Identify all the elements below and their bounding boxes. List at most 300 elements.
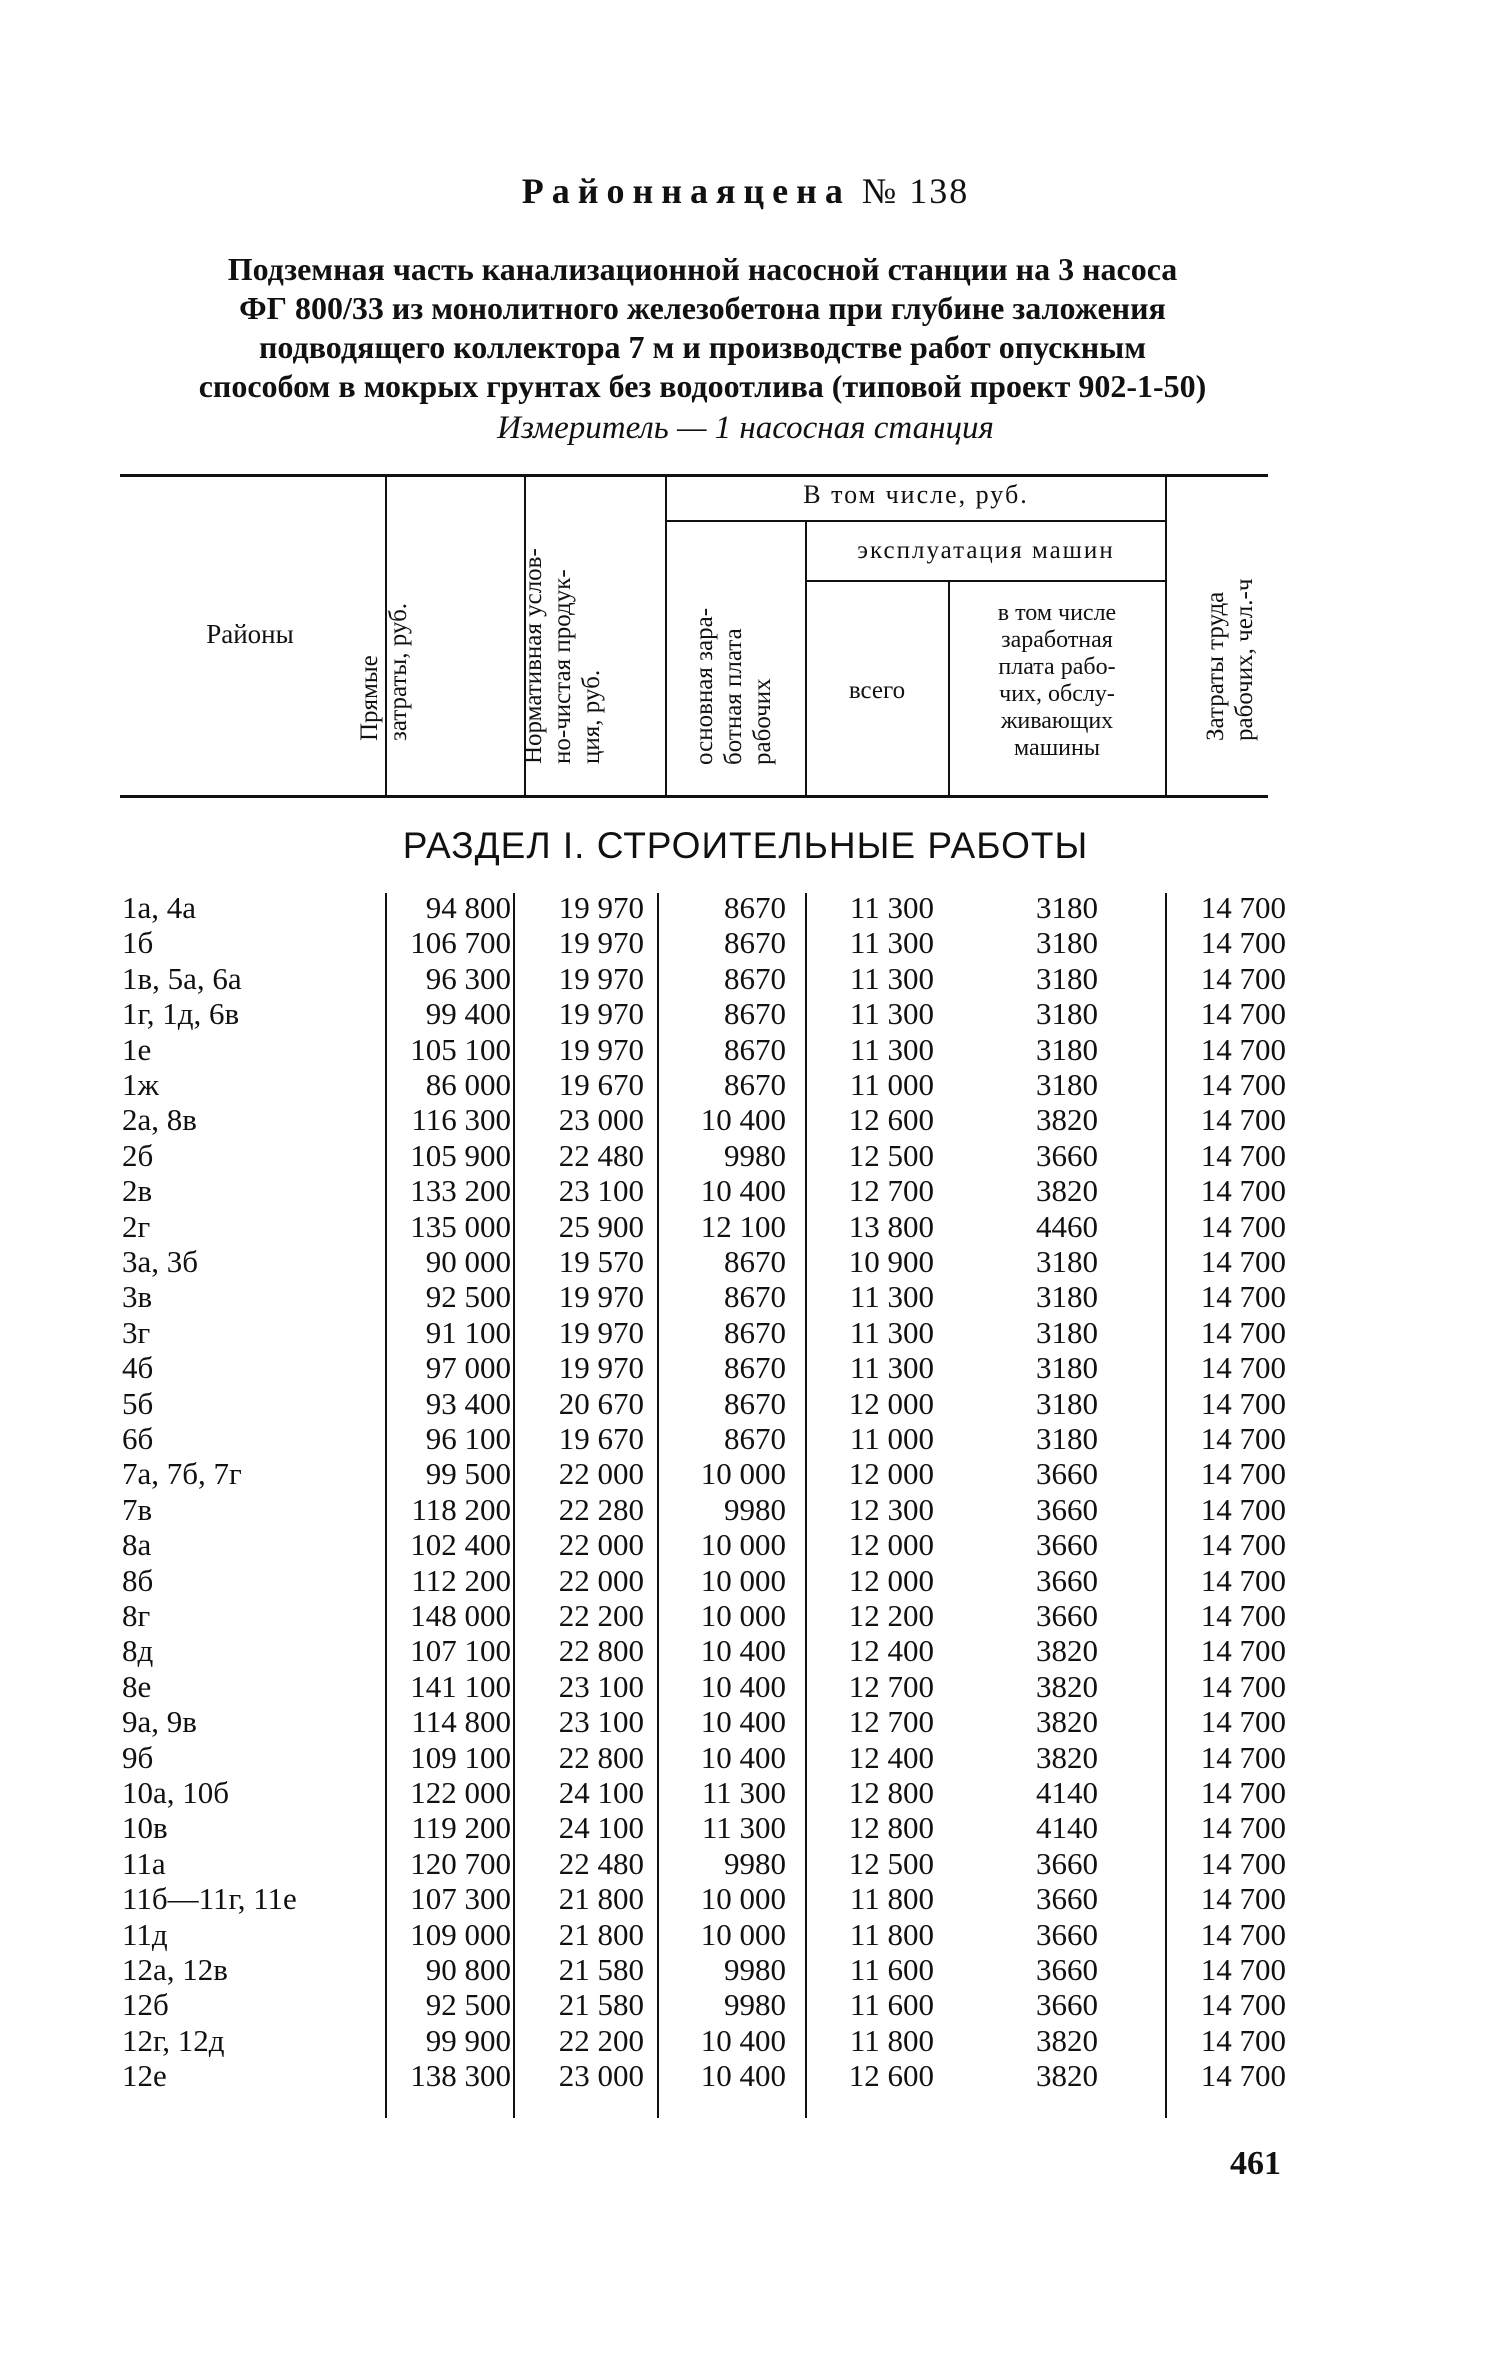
cell-machines-wages: 3180 <box>1036 1314 1098 1350</box>
col-header-incl-wages-line: заработная <box>1001 627 1113 653</box>
col-header-incl-wages <box>950 600 1164 762</box>
cell-labor: 14 700 <box>1200 1173 1286 1209</box>
cell-machines-wages: 3660 <box>1036 1562 1098 1598</box>
cell-machines-total: 12 700 <box>848 1173 934 1209</box>
cell-machines-total: 11 800 <box>849 1916 934 1952</box>
cell-direct-costs: 109 100 <box>410 1739 511 1775</box>
cell-wages: 10 000 <box>700 1527 786 1563</box>
cell-direct-costs: 138 300 <box>410 2058 511 2094</box>
cell-labor: 14 700 <box>1200 1881 1286 1917</box>
cell-region: 8е <box>122 1668 152 1704</box>
col-header-direct-costs-text: Прямые затраты, руб. <box>356 602 412 741</box>
cell-machines-total: 11 300 <box>849 925 934 961</box>
cell-wages: 8670 <box>724 1279 786 1315</box>
cell-machines-wages: 3180 <box>1036 1031 1098 1067</box>
cell-wages: 9980 <box>724 1137 786 1173</box>
table-row <box>0 1209 1491 1244</box>
col-header-labor-line: рабочих, чел.-ч <box>1231 578 1258 741</box>
cell-machines-total: 12 700 <box>848 1668 934 1704</box>
cell-labor: 14 700 <box>1200 1952 1286 1987</box>
cell-machines-wages: 3180 <box>1036 1385 1098 1421</box>
cell-machines-wages: 3660 <box>1036 1987 1098 2023</box>
cell-normative: 22 200 <box>558 1598 644 1633</box>
cell-region: 2в <box>122 1173 153 1209</box>
cell-machines-total: 12 500 <box>848 1845 934 1881</box>
cell-region: 4б <box>122 1350 154 1386</box>
cell-region: 2б <box>122 1137 154 1173</box>
cell-normative: 22 200 <box>558 2022 644 2058</box>
table-row <box>0 2058 1491 2093</box>
table-row <box>0 1563 1491 1598</box>
table-row <box>0 1704 1491 1739</box>
cell-normative: 23 100 <box>558 1668 644 1704</box>
cell-labor: 14 700 <box>1200 1810 1286 1846</box>
measure-unit: Измеритель — 1 насосная станция <box>497 410 994 446</box>
table-row <box>0 1173 1491 1208</box>
cell-machines-total: 11 300 <box>849 996 934 1032</box>
cell-machines-total: 12 700 <box>848 1704 934 1740</box>
table-row <box>0 1456 1491 1491</box>
cell-region: 2г <box>122 1208 151 1244</box>
page-title <box>0 170 1491 212</box>
cell-machines-wages: 3660 <box>1036 1137 1098 1173</box>
page-number: 461 <box>1230 2145 1281 2182</box>
cell-machines-wages: 3660 <box>1036 1598 1098 1633</box>
table-row <box>0 1244 1491 1279</box>
cell-wages: 9980 <box>724 1845 786 1881</box>
cell-wages: 10 000 <box>700 1562 786 1598</box>
cell-normative: 22 480 <box>558 1845 644 1881</box>
cell-machines-total: 11 600 <box>849 1987 934 2023</box>
header-inner-rule <box>806 580 1166 582</box>
cell-direct-costs: 107 100 <box>410 1633 511 1669</box>
col-header-normative-line: ция, руб. <box>578 669 605 764</box>
cell-machines-wages: 3820 <box>1036 1739 1098 1775</box>
cell-wages: 10 400 <box>700 2058 786 2094</box>
table-row <box>0 1810 1491 1845</box>
cell-wages: 9980 <box>724 1987 786 2023</box>
cell-machines-total: 11 300 <box>849 890 934 925</box>
cell-wages: 9980 <box>724 1491 786 1527</box>
cell-direct-costs: 99 500 <box>425 1456 511 1492</box>
cell-direct-costs: 93 400 <box>425 1385 511 1421</box>
cell-machines-total: 12 000 <box>848 1385 934 1421</box>
header-inner-rule <box>666 520 1166 522</box>
cell-normative: 19 970 <box>558 1031 644 1067</box>
table-row <box>0 1881 1491 1916</box>
subtitle <box>120 250 1285 406</box>
cell-machines-total: 12 500 <box>848 1137 934 1173</box>
cell-labor: 14 700 <box>1200 1137 1286 1173</box>
cell-normative: 19 970 <box>558 1350 644 1386</box>
cell-normative: 20 670 <box>558 1385 644 1421</box>
cell-direct-costs: 99 900 <box>425 2022 511 2058</box>
cell-machines-wages: 3660 <box>1036 1845 1098 1881</box>
cell-machines-wages: 3180 <box>1036 960 1098 996</box>
cell-machines-wages: 3180 <box>1036 1421 1098 1456</box>
cell-machines-total: 10 900 <box>848 1244 934 1279</box>
cell-wages: 10 400 <box>700 1668 786 1704</box>
table-row <box>0 1952 1491 1987</box>
cell-direct-costs: 118 200 <box>411 1491 511 1527</box>
cell-normative: 23 100 <box>558 1173 644 1209</box>
cell-wages: 11 300 <box>701 1775 786 1810</box>
cell-direct-costs: 122 000 <box>410 1775 511 1810</box>
cell-labor: 14 700 <box>1200 1598 1286 1633</box>
table-row <box>0 1775 1491 1810</box>
cell-region: 7в <box>122 1491 153 1527</box>
cell-labor: 14 700 <box>1200 1031 1286 1067</box>
cell-labor: 14 700 <box>1200 1314 1286 1350</box>
cell-wages: 12 100 <box>700 1208 786 1244</box>
col-header-direct-costs <box>355 561 415 741</box>
cell-normative: 22 000 <box>558 1527 644 1563</box>
cell-machines-total: 12 300 <box>848 1491 934 1527</box>
cell-region: 3в <box>122 1279 153 1315</box>
col-header-machines: эксплуатация машин <box>857 537 1115 564</box>
cell-wages: 8670 <box>724 1350 786 1386</box>
cell-wages: 8670 <box>724 890 786 925</box>
subtitle-line: Подземная часть канализационной насосной станции на 3 насоса <box>227 251 1178 287</box>
cell-normative: 22 800 <box>558 1739 644 1775</box>
cell-wages: 8670 <box>724 1421 786 1456</box>
cell-machines-wages: 3660 <box>1036 1952 1098 1987</box>
cell-normative: 24 100 <box>558 1810 644 1846</box>
cell-machines-total: 11 300 <box>849 1314 934 1350</box>
cell-normative: 21 580 <box>558 1987 644 2023</box>
cell-labor: 14 700 <box>1200 960 1286 996</box>
cell-labor: 14 700 <box>1200 1987 1286 2023</box>
col-header-total: всего <box>848 677 906 704</box>
cell-labor: 14 700 <box>1200 1491 1286 1527</box>
cell-machines-wages: 3180 <box>1036 996 1098 1032</box>
cell-machines-wages: 3820 <box>1036 1633 1098 1669</box>
table-row <box>0 1386 1491 1421</box>
cell-normative: 19 970 <box>558 1279 644 1315</box>
cell-normative: 19 970 <box>558 890 644 925</box>
cell-labor: 14 700 <box>1200 1350 1286 1386</box>
cell-region: 1б <box>122 925 154 961</box>
cell-wages: 9980 <box>724 1952 786 1987</box>
cell-normative: 19 970 <box>558 925 644 961</box>
cell-machines-total: 12 400 <box>848 1739 934 1775</box>
cell-region: 3г <box>122 1314 151 1350</box>
table-row <box>0 2023 1491 2058</box>
cell-direct-costs: 119 200 <box>411 1810 511 1846</box>
cell-direct-costs: 97 000 <box>425 1350 511 1386</box>
cell-normative: 22 000 <box>558 1456 644 1492</box>
cell-region: 7а, 7б, 7г <box>122 1456 242 1492</box>
cell-direct-costs: 92 500 <box>425 1279 511 1315</box>
cell-labor: 14 700 <box>1200 1456 1286 1492</box>
table-row <box>0 1492 1491 1527</box>
cell-wages: 8670 <box>724 1385 786 1421</box>
cell-wages: 8670 <box>724 996 786 1032</box>
cell-labor: 14 700 <box>1200 1208 1286 1244</box>
cell-region: 2а, 8в <box>122 1102 197 1138</box>
cell-direct-costs: 99 400 <box>425 996 511 1032</box>
cell-labor: 14 700 <box>1200 890 1286 925</box>
cell-labor: 14 700 <box>1200 1739 1286 1775</box>
cell-machines-total: 12 800 <box>848 1810 934 1846</box>
cell-machines-total: 11 800 <box>849 2022 934 2058</box>
cell-machines-wages: 3180 <box>1036 890 1098 925</box>
cell-machines-total: 12 400 <box>848 1633 934 1669</box>
cell-machines-wages: 3180 <box>1036 1067 1098 1102</box>
cell-normative: 22 280 <box>558 1491 644 1527</box>
col-header-including: В том числе, руб. <box>803 480 1029 509</box>
cell-machines-total: 13 800 <box>848 1208 934 1244</box>
subtitle-line: способом в мокрых грунтах без водоотлива (типовой проект 902-1-50) <box>198 368 1207 404</box>
cell-labor: 14 700 <box>1200 1562 1286 1598</box>
col-header-wages-line: ботная плата <box>720 628 747 765</box>
cell-normative: 19 970 <box>558 996 644 1032</box>
cell-region: 11д <box>122 1916 168 1952</box>
cell-wages: 8670 <box>724 1314 786 1350</box>
cell-labor: 14 700 <box>1200 2058 1286 2094</box>
col-header-labor-line: Затраты труда <box>1202 591 1229 741</box>
cell-machines-total: 12 600 <box>848 2058 934 2094</box>
cell-machines-wages: 4140 <box>1036 1810 1098 1846</box>
cell-wages: 8670 <box>724 1031 786 1067</box>
cell-labor: 14 700 <box>1200 2022 1286 2058</box>
table-row <box>0 1102 1491 1137</box>
cell-machines-wages: 3180 <box>1036 925 1098 961</box>
cell-normative: 24 100 <box>558 1775 644 1810</box>
cell-labor: 14 700 <box>1200 1067 1286 1102</box>
cell-normative: 19 670 <box>558 1421 644 1456</box>
cell-wages: 8670 <box>724 960 786 996</box>
cell-labor: 14 700 <box>1200 925 1286 961</box>
cell-normative: 25 900 <box>558 1208 644 1244</box>
col-header-incl-wages-line: плата рабо- <box>998 654 1116 680</box>
cell-region: 5б <box>122 1385 154 1421</box>
col-header-wages-line: основная зара- <box>691 607 718 765</box>
cell-wages: 10 400 <box>700 1633 786 1669</box>
cell-wages: 11 300 <box>701 1810 786 1846</box>
cell-machines-wages: 3820 <box>1036 1704 1098 1740</box>
cell-direct-costs: 112 200 <box>411 1562 511 1598</box>
cell-machines-total: 12 000 <box>848 1562 934 1598</box>
cell-direct-costs: 94 800 <box>425 890 511 925</box>
table-row <box>0 996 1491 1031</box>
cell-wages: 10 000 <box>700 1916 786 1952</box>
cell-wages: 8670 <box>724 1067 786 1102</box>
cell-machines-wages: 3660 <box>1036 1456 1098 1492</box>
cell-labor: 14 700 <box>1200 1102 1286 1138</box>
table-row <box>0 1421 1491 1456</box>
cell-region: 1е <box>122 1031 152 1067</box>
cell-normative: 22 000 <box>558 1562 644 1598</box>
cell-machines-wages: 3180 <box>1036 1279 1098 1315</box>
cell-direct-costs: 148 000 <box>410 1598 511 1633</box>
table-row <box>0 1350 1491 1385</box>
table-row <box>0 1846 1491 1881</box>
cell-normative: 22 800 <box>558 1633 644 1669</box>
cell-direct-costs: 116 300 <box>411 1102 511 1138</box>
cell-direct-costs: 133 200 <box>410 1173 511 1209</box>
cell-labor: 14 700 <box>1200 1385 1286 1421</box>
cell-machines-total: 11 800 <box>849 1881 934 1917</box>
cell-region: 11а <box>122 1845 166 1881</box>
cell-wages: 8670 <box>724 925 786 961</box>
cell-machines-wages: 3820 <box>1036 2058 1098 2094</box>
table-row <box>0 1527 1491 1562</box>
col-header-incl-wages-line: в том числе <box>997 600 1117 626</box>
cell-region: 10а, 10б <box>122 1775 230 1810</box>
cell-wages: 10 000 <box>700 1598 786 1633</box>
table-row <box>0 890 1491 925</box>
cell-labor: 14 700 <box>1200 1633 1286 1669</box>
cell-machines-total: 12 000 <box>848 1527 934 1563</box>
cell-labor: 14 700 <box>1200 1421 1286 1456</box>
col-header-normative-line: но-чистая продук- <box>549 569 576 764</box>
col-header-normative-line: Нормативная услов- <box>520 548 547 764</box>
cell-machines-total: 11 300 <box>849 960 934 996</box>
cell-direct-costs: 92 500 <box>425 1987 511 2023</box>
table-row <box>0 961 1491 996</box>
cell-labor: 14 700 <box>1200 1668 1286 1704</box>
table-row <box>0 1032 1491 1067</box>
cell-region: 11б—11г, 11е <box>122 1881 297 1917</box>
cell-region: 9а, 9в <box>122 1704 197 1740</box>
cell-wages: 10 000 <box>700 1881 786 1917</box>
cell-region: 10в <box>122 1810 168 1846</box>
col-header-wages <box>690 575 780 765</box>
cell-region: 1а, 4а <box>122 890 197 925</box>
cell-wages: 10 400 <box>700 2022 786 2058</box>
cell-machines-total: 12 800 <box>848 1775 934 1810</box>
cell-machines-total: 11 300 <box>849 1279 934 1315</box>
cell-direct-costs: 120 700 <box>410 1845 511 1881</box>
table-row <box>0 1669 1491 1704</box>
cell-normative: 19 970 <box>558 1314 644 1350</box>
cell-labor: 14 700 <box>1200 1244 1286 1279</box>
cell-machines-wages: 3820 <box>1036 2022 1098 2058</box>
cell-machines-total: 11 600 <box>849 1952 934 1987</box>
col-header-normative <box>519 524 609 764</box>
cell-normative: 21 800 <box>558 1881 644 1917</box>
cell-region: 8д <box>122 1633 154 1669</box>
cell-machines-wages: 3180 <box>1036 1244 1098 1279</box>
col-header-regions: Районы <box>206 619 294 649</box>
col-header-incl-wages-line: чих, обслу- <box>999 681 1115 707</box>
cell-labor: 14 700 <box>1200 1279 1286 1315</box>
cell-normative: 22 480 <box>558 1137 644 1173</box>
cell-normative: 19 670 <box>558 1067 644 1102</box>
cell-machines-wages: 3660 <box>1036 1491 1098 1527</box>
cell-machines-wages: 3660 <box>1036 1881 1098 1917</box>
cell-direct-costs: 86 000 <box>425 1067 511 1102</box>
cell-normative: 23 100 <box>558 1704 644 1740</box>
section-title: РАЗДЕЛ I. СТРОИТЕЛЬНЫЕ РАБОТЫ <box>402 825 1089 866</box>
cell-direct-costs: 105 100 <box>410 1031 511 1067</box>
cell-region: 1ж <box>122 1067 159 1102</box>
table-row <box>0 1279 1491 1314</box>
subtitle-line: подводящего коллектора 7 м и производстве работ опускным <box>258 329 1146 365</box>
cell-direct-costs: 90 000 <box>425 1244 511 1279</box>
cell-machines-wages: 3660 <box>1036 1916 1098 1952</box>
col-header-labor <box>1201 541 1261 741</box>
cell-wages: 8670 <box>724 1244 786 1279</box>
header-top-rule <box>120 474 1268 477</box>
col-header-incl-wages-line: машины <box>1014 735 1100 761</box>
cell-region: 12е <box>122 2058 167 2094</box>
cell-region: 12б <box>122 1987 169 2023</box>
header-divider <box>1165 476 1167 796</box>
cell-machines-total: 12 600 <box>848 1102 934 1138</box>
cell-machines-total: 11 000 <box>849 1067 934 1102</box>
cell-normative: 19 970 <box>558 960 644 996</box>
cell-labor: 14 700 <box>1200 1916 1286 1952</box>
table-row <box>0 1067 1491 1102</box>
cell-normative: 23 000 <box>558 2058 644 2094</box>
cell-wages: 10 400 <box>700 1704 786 1740</box>
cell-wages: 10 400 <box>700 1173 786 1209</box>
cell-machines-total: 11 000 <box>849 1421 934 1456</box>
cell-machines-wages: 3820 <box>1036 1668 1098 1704</box>
cell-direct-costs: 141 100 <box>410 1668 511 1704</box>
table-row <box>0 1598 1491 1633</box>
cell-machines-wages: 4140 <box>1036 1775 1098 1810</box>
table-row <box>0 1138 1491 1173</box>
cell-region: 6б <box>122 1421 154 1456</box>
cell-wages: 10 400 <box>700 1739 786 1775</box>
cell-direct-costs: 106 700 <box>410 925 511 961</box>
cell-region: 8а <box>122 1527 152 1563</box>
cell-region: 9б <box>122 1739 154 1775</box>
cell-machines-total: 11 300 <box>849 1350 934 1386</box>
title-number: № 138 <box>861 171 970 211</box>
cell-normative: 23 000 <box>558 1102 644 1138</box>
cell-direct-costs: 96 300 <box>425 960 511 996</box>
cell-machines-wages: 3820 <box>1036 1173 1098 1209</box>
cell-machines-wages: 3660 <box>1036 1527 1098 1563</box>
cell-direct-costs: 91 100 <box>425 1314 511 1350</box>
cell-region: 8г <box>122 1598 151 1633</box>
cell-labor: 14 700 <box>1200 1775 1286 1810</box>
cell-region: 8б <box>122 1562 154 1598</box>
cell-labor: 14 700 <box>1200 996 1286 1032</box>
cell-direct-costs: 109 000 <box>410 1916 511 1952</box>
subtitle-line: ФГ 800/33 из монолитного железобетона при глубине заложения <box>239 290 1166 326</box>
cell-machines-total: 12 000 <box>848 1456 934 1492</box>
cell-normative: 19 570 <box>558 1244 644 1279</box>
table-row <box>0 925 1491 960</box>
cell-direct-costs: 135 000 <box>410 1208 511 1244</box>
cell-direct-costs: 105 900 <box>410 1137 511 1173</box>
table-row <box>0 1917 1491 1952</box>
cell-wages: 10 400 <box>700 1102 786 1138</box>
col-header-wages-line: рабочих <box>749 678 776 765</box>
title-label: Районнаяцена <box>521 171 851 211</box>
cell-labor: 14 700 <box>1200 1527 1286 1563</box>
cell-machines-wages: 3180 <box>1036 1350 1098 1386</box>
cell-direct-costs: 102 400 <box>410 1527 511 1563</box>
cell-region: 12г, 12д <box>122 2022 225 2058</box>
cell-machines-wages: 4460 <box>1036 1208 1098 1244</box>
cell-region: 1г, 1д, 6в <box>122 996 240 1032</box>
cell-region: 12а, 12в <box>122 1952 228 1987</box>
table-row <box>0 1740 1491 1775</box>
cell-machines-wages: 3820 <box>1036 1102 1098 1138</box>
cell-direct-costs: 96 100 <box>425 1421 511 1456</box>
cell-region: 1в, 5а, 6а <box>122 960 242 996</box>
cell-machines-total: 12 200 <box>848 1598 934 1633</box>
header-bottom-rule <box>120 795 1268 798</box>
cell-region: 3а, 3б <box>122 1244 199 1279</box>
cell-wages: 10 000 <box>700 1456 786 1492</box>
